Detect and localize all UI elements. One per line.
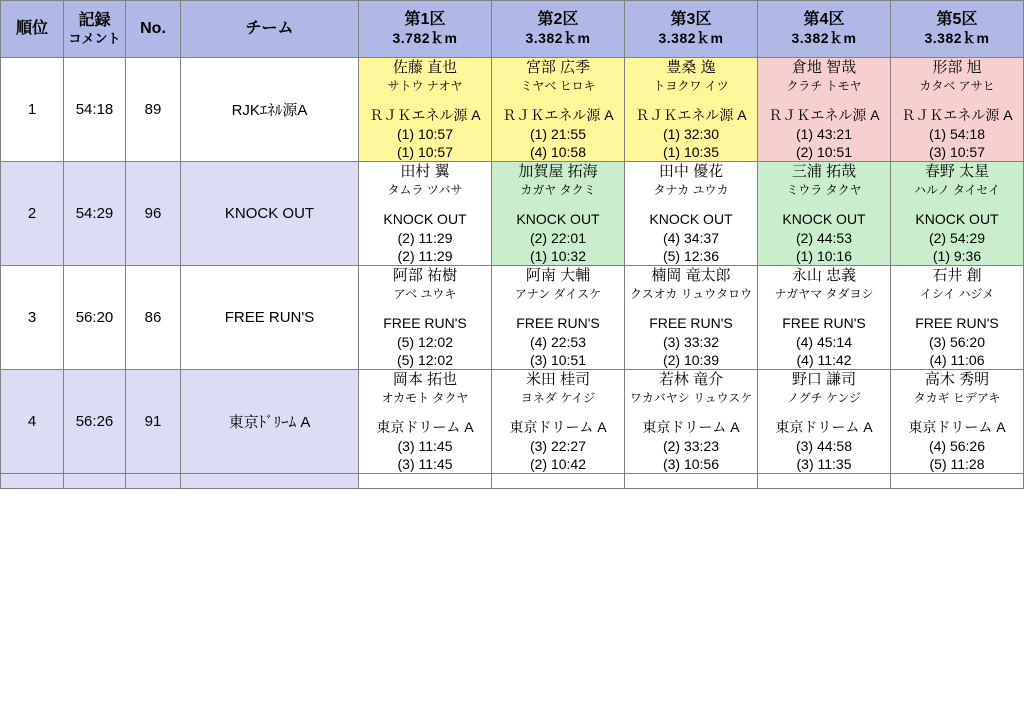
runner-leg-time: (1) 10:32 <box>529 247 587 264</box>
cell-bib-number: 91 <box>126 370 181 474</box>
runner-cumulative-time: (2) 11:29 <box>397 229 453 246</box>
runner-kana: ハルノ タイセイ <box>914 183 1000 198</box>
spacer <box>758 302 890 314</box>
column-header-record-label: 記録 <box>78 11 111 29</box>
runner-name: 形部 旭 <box>932 59 982 76</box>
runner-team: FREE RUN'S <box>915 315 999 332</box>
runner-cumulative-time: (1) 43:21 <box>795 125 853 142</box>
cell-leg-3-runner <box>625 162 758 266</box>
column-header-leg-4-distance: 3.382ｋm <box>791 30 857 47</box>
cell-leg-5-runner <box>891 162 1024 266</box>
column-header-rank <box>1 1 64 58</box>
runner-kana: カタベ アサヒ <box>919 79 995 94</box>
runner-name: 宮部 広季 <box>525 59 591 76</box>
runner-cumulative-time: (2) 33:23 <box>662 437 720 454</box>
runner-kana: ミヤベ ヒロキ <box>520 79 596 94</box>
runner-team: 東京ドリーム A <box>775 419 873 436</box>
runner-name: 三浦 拓哉 <box>791 163 857 180</box>
cell-record: 54:18 <box>64 58 126 162</box>
cell-leg-4-runner <box>758 266 891 370</box>
runner-leg-time: (4) 11:42 <box>796 351 852 368</box>
runner-leg-time: (3) 10:51 <box>529 351 587 368</box>
spacer <box>492 302 624 314</box>
runner-team: 東京ドリーム A <box>642 419 740 436</box>
table-row-partial <box>1 474 1024 489</box>
cell-leg-2-runner <box>492 162 625 266</box>
column-header-no-label: No. <box>140 20 166 37</box>
runner-team: 東京ドリーム A <box>376 419 474 436</box>
cell-team-name: RJKｴﾈﾙ源A <box>181 58 359 162</box>
spacer <box>891 302 1023 314</box>
runner-name: 石井 創 <box>932 267 982 284</box>
runner-kana: ワカバヤシ リュウスケ <box>629 391 753 406</box>
column-header-leg-5 <box>891 1 1024 58</box>
runner-team: ＲＪＫエネル源 A <box>768 107 880 124</box>
cell-empty <box>359 474 492 489</box>
cell-record: 54:29 <box>64 162 126 266</box>
runner-cumulative-time: (1) 10:57 <box>396 125 454 142</box>
runner-team: FREE RUN'S <box>383 315 467 332</box>
runner-leg-time: (3) 11:45 <box>397 455 453 472</box>
runner-team: ＲＪＫエネル源 A <box>369 107 481 124</box>
runner-kana: ミウラ タクヤ <box>786 183 862 198</box>
cell-empty <box>181 474 359 489</box>
cell-rank: 1 <box>1 58 64 162</box>
runner-cumulative-time: (4) 22:53 <box>529 333 587 350</box>
spacer <box>758 198 890 210</box>
runner-team: ＲＪＫエネル源 A <box>502 107 614 124</box>
runner-cumulative-time: (3) 22:27 <box>529 437 587 454</box>
runner-leg-time: (1) 9:36 <box>932 247 982 264</box>
spacer <box>359 198 491 210</box>
spacer <box>891 94 1023 106</box>
runner-cumulative-time: (2) 22:01 <box>529 229 587 246</box>
runner-kana: トヨクワ イツ <box>653 79 729 94</box>
cell-team-name: FREE RUN'S <box>181 266 359 370</box>
runner-cumulative-time: (3) 44:58 <box>795 437 853 454</box>
cell-record: 56:20 <box>64 266 126 370</box>
runner-name: 高木 秀明 <box>924 371 990 388</box>
runner-name: 倉地 智哉 <box>791 59 857 76</box>
header-row <box>1 1 1024 58</box>
runner-leg-time: (5) 12:36 <box>662 247 720 264</box>
cell-leg-2-runner <box>492 266 625 370</box>
runner-name: 田村 翼 <box>400 163 450 180</box>
runner-kana: カガヤ タクミ <box>520 183 596 198</box>
spacer <box>891 198 1023 210</box>
runner-kana: ナガヤマ タダヨシ <box>774 287 874 302</box>
runner-name: 野口 謙司 <box>791 371 857 388</box>
runner-name: 田中 優花 <box>658 163 724 180</box>
cell-leg-3-runner <box>625 58 758 162</box>
table-body <box>1 58 1024 489</box>
column-header-leg-3-distance: 3.382ｋm <box>658 30 724 47</box>
cell-leg-4-runner <box>758 58 891 162</box>
table-row <box>1 266 1024 370</box>
spacer <box>891 406 1023 418</box>
runner-name: 若林 竜介 <box>658 371 724 388</box>
spacer <box>359 406 491 418</box>
runner-team: KNOCK OUT <box>516 211 600 228</box>
cell-leg-1-runner <box>359 58 492 162</box>
column-header-leg-1-label: 第1区 <box>404 11 446 29</box>
table-header <box>1 1 1024 58</box>
cell-leg-2-runner <box>492 370 625 474</box>
runner-kana: クラチ トモヤ <box>786 79 862 94</box>
spacer <box>359 94 491 106</box>
runner-kana: ヨネダ ケイジ <box>520 391 596 406</box>
runner-leg-time: (2) 10:51 <box>795 143 853 160</box>
cell-leg-1-runner <box>359 266 492 370</box>
spacer <box>758 406 890 418</box>
runner-leg-time: (5) 12:02 <box>396 351 454 368</box>
cell-leg-5-runner <box>891 266 1024 370</box>
runner-cumulative-time: (1) 21:55 <box>529 125 587 142</box>
runner-cumulative-time: (1) 32:30 <box>662 125 720 142</box>
cell-rank: 3 <box>1 266 64 370</box>
column-header-leg-2-distance: 3.382ｋm <box>525 30 591 47</box>
cell-empty <box>492 474 625 489</box>
runner-team: ＲＪＫエネル源 A <box>635 107 747 124</box>
cell-leg-5-runner <box>891 58 1024 162</box>
runner-cumulative-time: (3) 33:32 <box>662 333 720 350</box>
cell-leg-1-runner <box>359 162 492 266</box>
cell-leg-2-runner <box>492 58 625 162</box>
column-header-leg-4 <box>758 1 891 58</box>
spacer <box>625 406 757 418</box>
spacer <box>492 198 624 210</box>
cell-bib-number: 96 <box>126 162 181 266</box>
spacer <box>492 406 624 418</box>
runner-cumulative-time: (5) 12:02 <box>396 333 454 350</box>
runner-team: KNOCK OUT <box>383 211 467 228</box>
column-header-leg-3 <box>625 1 758 58</box>
cell-empty <box>625 474 758 489</box>
column-header-rank-label: 順位 <box>15 20 48 37</box>
column-header-leg-1-distance: 3.782ｋm <box>392 30 458 47</box>
column-header-no <box>126 1 181 58</box>
runner-kana: オカモト タクヤ <box>381 391 469 406</box>
runner-cumulative-time: (4) 45:14 <box>795 333 853 350</box>
runner-team: KNOCK OUT <box>782 211 866 228</box>
runner-team: FREE RUN'S <box>516 315 600 332</box>
column-header-leg-5-distance: 3.382ｋm <box>924 30 990 47</box>
column-header-leg-2-label: 第2区 <box>537 11 579 29</box>
cell-rank: 2 <box>1 162 64 266</box>
cell-bib-number: 86 <box>126 266 181 370</box>
runner-team: 東京ドリーム A <box>908 419 1006 436</box>
runner-name: 岡本 拓也 <box>392 371 458 388</box>
runner-kana: クスオカ リュウタロウ <box>629 287 753 302</box>
runner-cumulative-time: (3) 11:45 <box>397 437 453 454</box>
runner-name: 春野 太星 <box>924 163 990 180</box>
runner-kana: タムラ ツバサ <box>387 183 463 198</box>
column-header-leg-3-label: 第3区 <box>670 11 712 29</box>
cell-empty <box>126 474 181 489</box>
runner-leg-time: (1) 10:35 <box>662 143 720 160</box>
cell-empty <box>758 474 891 489</box>
cell-bib-number: 89 <box>126 58 181 162</box>
runner-leg-time: (5) 11:28 <box>929 455 985 472</box>
runner-team: KNOCK OUT <box>649 211 733 228</box>
runner-cumulative-time: (1) 54:18 <box>928 125 986 142</box>
column-header-leg-5-label: 第5区 <box>936 11 978 29</box>
runner-team: 東京ドリーム A <box>509 419 607 436</box>
cell-empty <box>64 474 126 489</box>
runner-leg-time: (3) 11:35 <box>796 455 852 472</box>
table-row <box>1 162 1024 266</box>
table-row <box>1 370 1024 474</box>
column-header-record-sub: コメント <box>68 30 121 46</box>
cell-leg-4-runner <box>758 162 891 266</box>
runner-team: ＲＪＫエネル源 A <box>901 107 1013 124</box>
spacer <box>625 302 757 314</box>
runner-leg-time: (1) 10:16 <box>795 247 853 264</box>
runner-leg-time: (4) 10:58 <box>529 143 587 160</box>
runner-name: 阿部 祐樹 <box>392 267 458 284</box>
runner-kana: イシイ ハジメ <box>919 287 995 302</box>
runner-name: 佐藤 直也 <box>392 59 458 76</box>
cell-team-name: 東京ﾄﾞﾘｰﾑ A <box>181 370 359 474</box>
runner-name: 阿南 大輔 <box>525 267 591 284</box>
runner-cumulative-time: (2) 44:53 <box>795 229 853 246</box>
column-header-team <box>181 1 359 58</box>
spacer <box>625 94 757 106</box>
runner-cumulative-time: (4) 34:37 <box>662 229 720 246</box>
runner-team: KNOCK OUT <box>915 211 999 228</box>
column-header-leg-4-label: 第4区 <box>803 11 845 29</box>
runner-cumulative-time: (4) 56:26 <box>928 437 986 454</box>
runner-kana: サトウ ナオヤ <box>387 79 463 94</box>
runner-leg-time: (2) 10:42 <box>529 455 587 472</box>
cell-leg-5-runner <box>891 370 1024 474</box>
cell-leg-3-runner <box>625 370 758 474</box>
cell-leg-1-runner <box>359 370 492 474</box>
runner-kana: アナン ダイスケ <box>514 287 602 302</box>
runner-name: 加賀屋 拓海 <box>518 163 598 180</box>
spacer <box>625 198 757 210</box>
runner-team: FREE RUN'S <box>649 315 733 332</box>
runner-cumulative-time: (2) 54:29 <box>928 229 986 246</box>
cell-leg-4-runner <box>758 370 891 474</box>
column-header-leg-1 <box>359 1 492 58</box>
column-header-record <box>64 1 126 58</box>
column-header-team-label: チーム <box>245 20 294 37</box>
spacer <box>359 302 491 314</box>
runner-name: 豊桑 逸 <box>666 59 716 76</box>
cell-empty <box>1 474 64 489</box>
runner-cumulative-time: (3) 56:20 <box>928 333 986 350</box>
spacer <box>758 94 890 106</box>
cell-leg-3-runner <box>625 266 758 370</box>
cell-team-name: KNOCK OUT <box>181 162 359 266</box>
runner-leg-time: (2) 10:39 <box>662 351 720 368</box>
cell-record: 56:26 <box>64 370 126 474</box>
runner-name: 永山 忠義 <box>791 267 857 284</box>
runner-leg-time: (4) 11:06 <box>929 351 985 368</box>
runner-kana: タナカ ユウカ <box>653 183 729 198</box>
runner-name: 米田 桂司 <box>525 371 591 388</box>
spacer <box>492 94 624 106</box>
runner-kana: ノグチ ケンジ <box>786 391 862 406</box>
runner-kana: タカギ ヒデアキ <box>913 391 1001 406</box>
cell-rank: 4 <box>1 370 64 474</box>
runner-kana: アベ ユウキ <box>393 287 457 302</box>
runner-leg-time: (1) 10:57 <box>396 143 454 160</box>
runner-leg-time: (2) 11:29 <box>397 247 453 264</box>
table-row <box>1 58 1024 162</box>
runner-team: FREE RUN'S <box>782 315 866 332</box>
runner-leg-time: (3) 10:57 <box>928 143 986 160</box>
cell-empty <box>891 474 1024 489</box>
runner-leg-time: (3) 10:56 <box>662 455 720 472</box>
runner-name: 楠岡 竜太郎 <box>651 267 731 284</box>
column-header-leg-2 <box>492 1 625 58</box>
